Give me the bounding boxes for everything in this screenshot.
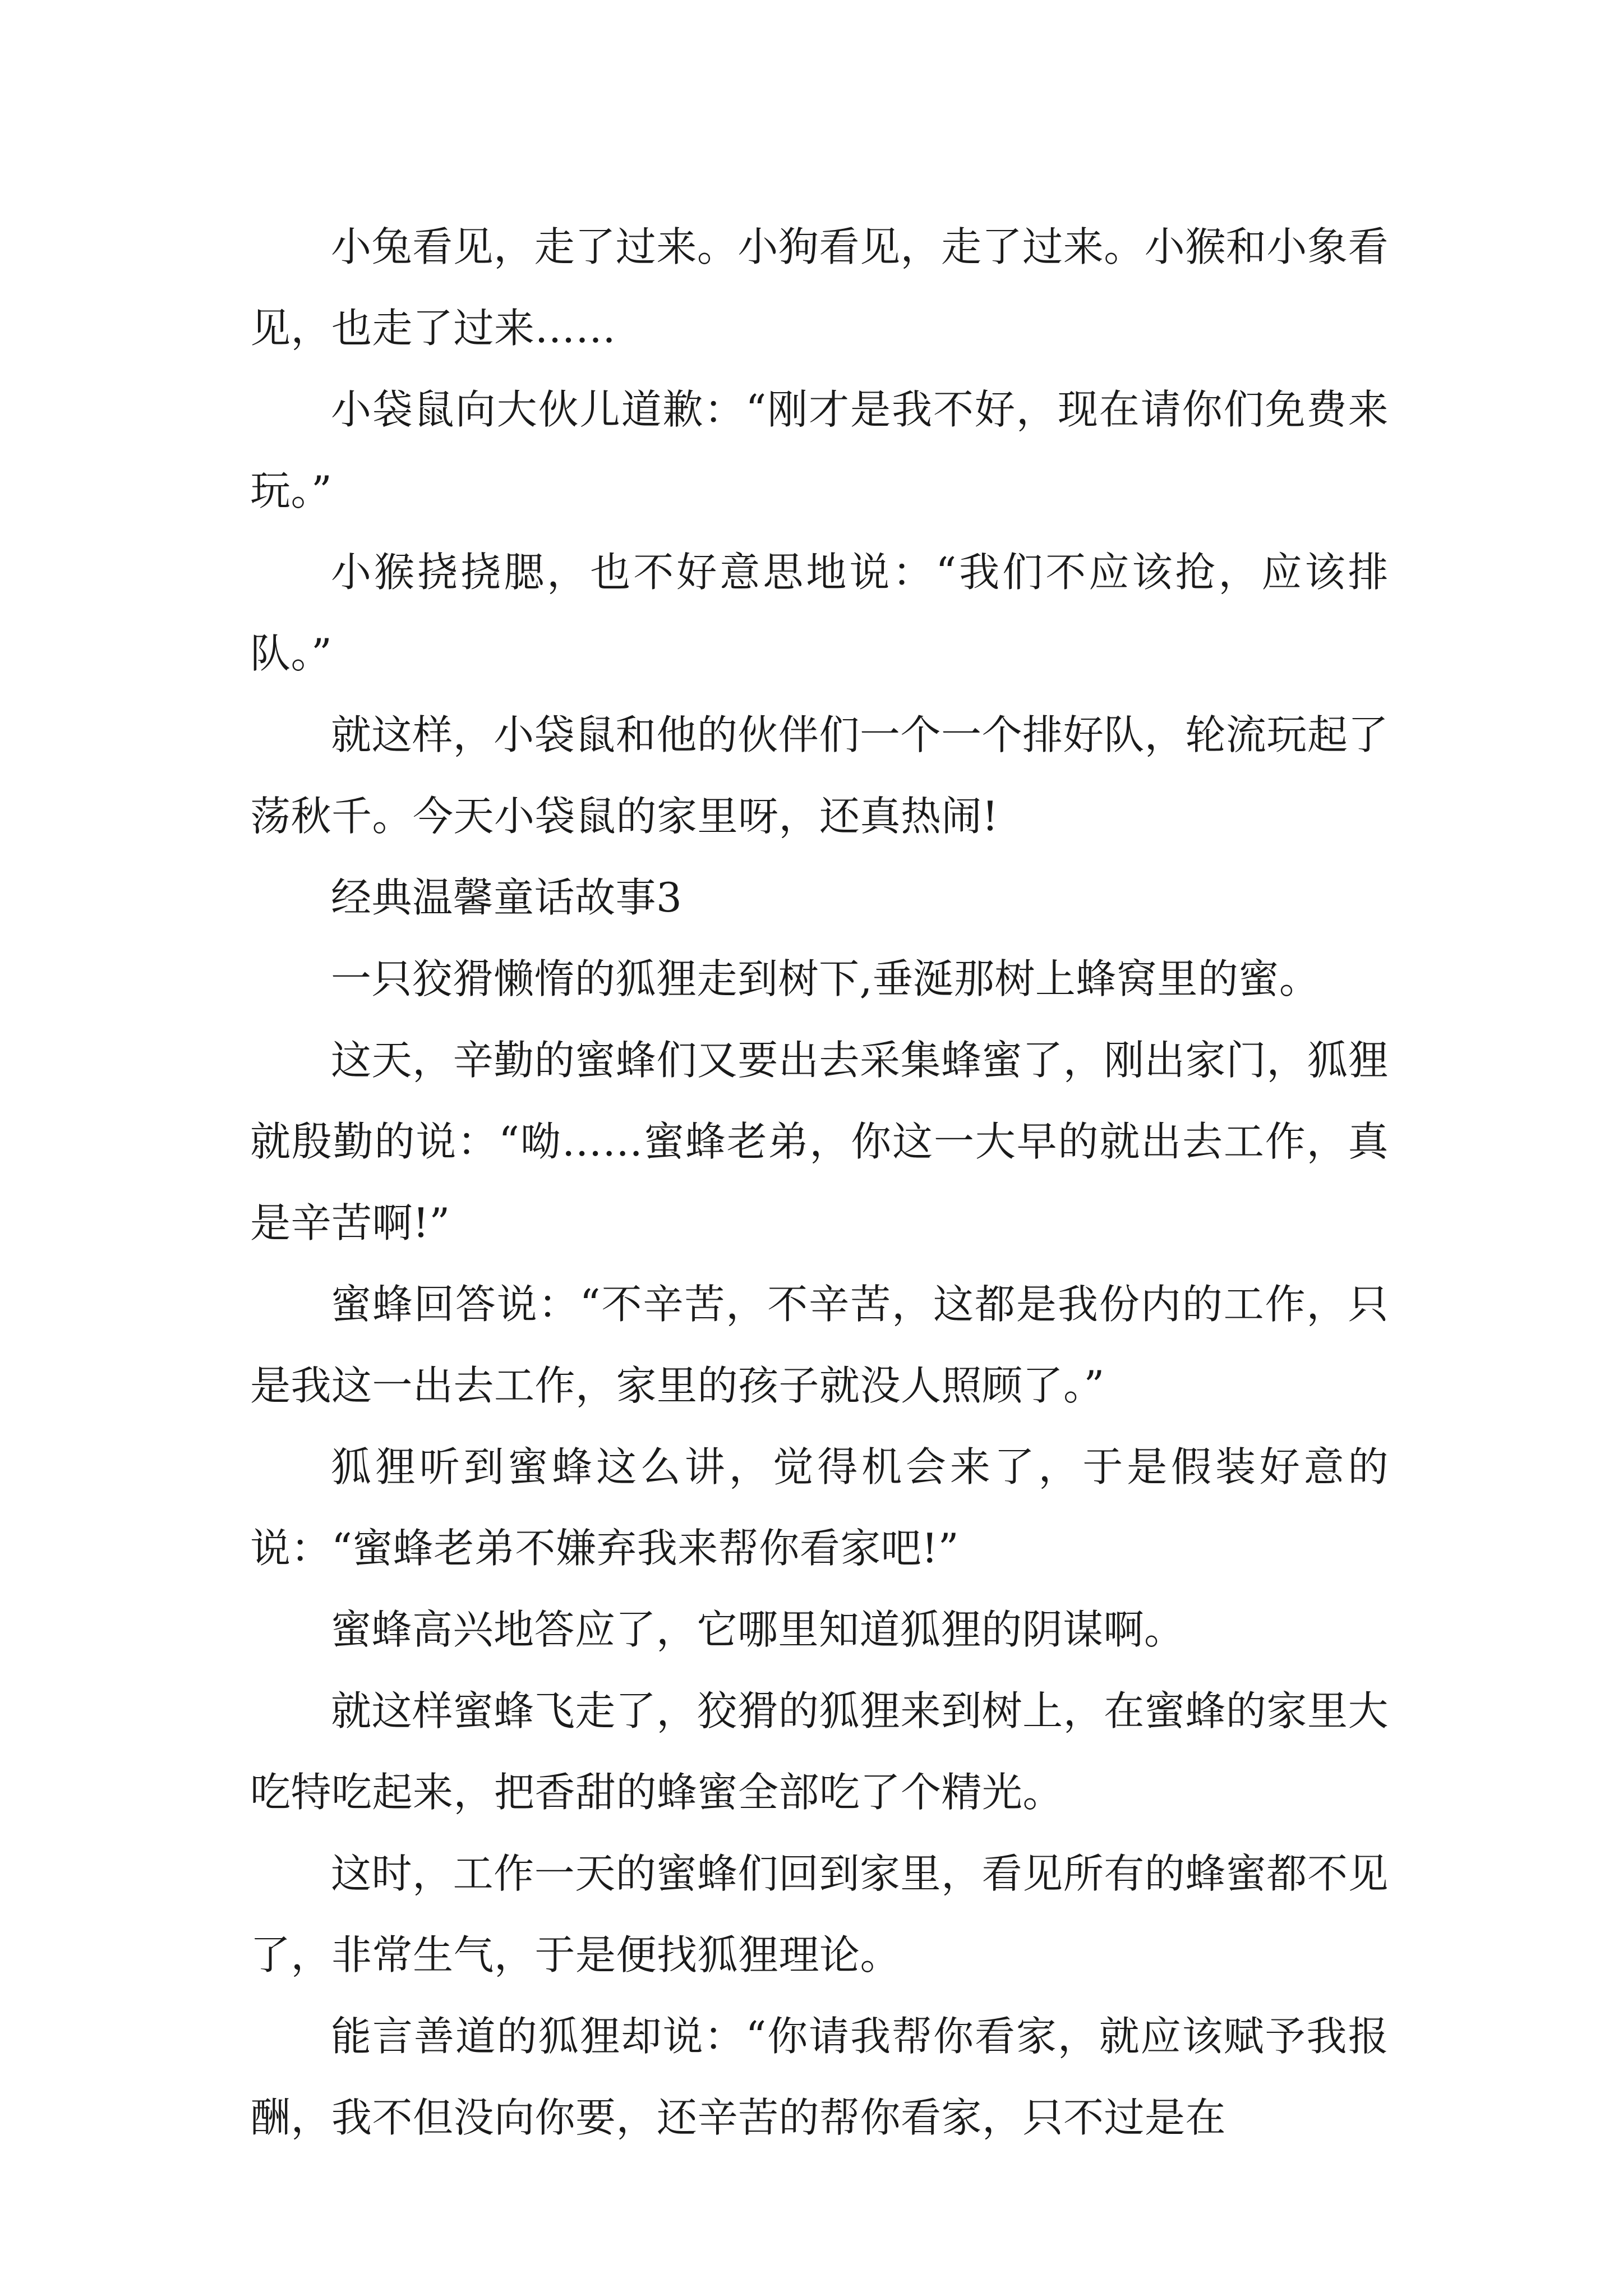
paragraph-11: 就这样蜜蜂飞走了，狡猾的狐狸来到树上，在蜜蜂的家里大吃特吃起来，把香甜的蜂蜜全部吃了个精光。 [250, 1687, 1389, 1816]
paragraph-6: 一只狡猾懒惰的狐狸走到树下,垂涎那树上蜂窝里的蜜。 [331, 955, 1320, 1002]
paragraph-1: 小兔看见，走了过来。小狗看见，走了过来。小猴和小象看见，也走了过来…… [250, 223, 1389, 352]
paragraph-13: 能言善道的狐狸却说：“你请我帮你看家，就应该赋予我报酬，我不但没向你要，还辛苦的帮你看家，只不过是在 [250, 2013, 1389, 2141]
paragraph-12: 这时，工作一天的蜜蜂们回到家里，看见所有的蜂蜜都不见了，非常生气，于是便找狐狸理论。 [250, 1850, 1389, 1978]
paragraph-7: 这天，辛勤的蜜蜂们又要出去采集蜂蜜了，刚出家门，狐狸就殷勤的说：“呦……蜜蜂老弟，你这一大早的就出去工作，真是辛苦啊!” [250, 1037, 1389, 1246]
paragraph-3: 小猴挠挠腮，也不好意思地说：“我们不应该抢，应该排队。” [250, 549, 1389, 677]
document-page [250, 206, 1389, 2159]
paragraph-8: 蜜蜂回答说：“不辛苦，不辛苦，这都是我份内的工作，只是我这一出去工作，家里的孩子就没人照顾了。” [250, 1281, 1389, 1409]
story-heading: 经典温馨童话故事3 [331, 874, 683, 921]
paragraph-2: 小袋鼠向大伙儿道歉：“刚才是我不好，现在请你们免费来玩。” [250, 386, 1389, 514]
paragraph-9: 狐狸听到蜜蜂这么讲，觉得机会来了，于是假装好意的说：“蜜蜂老弟不嫌弃我来帮你看家吧!” [250, 1443, 1389, 1572]
paragraph-10: 蜜蜂高兴地答应了，它哪里知道狐狸的阴谋啊。 [331, 1606, 1185, 1653]
paragraph-4: 就这样，小袋鼠和他的伙伴们一个一个排好队，轮流玩起了荡秋千。今天小袋鼠的家里呀，还真热闹! [250, 711, 1389, 840]
